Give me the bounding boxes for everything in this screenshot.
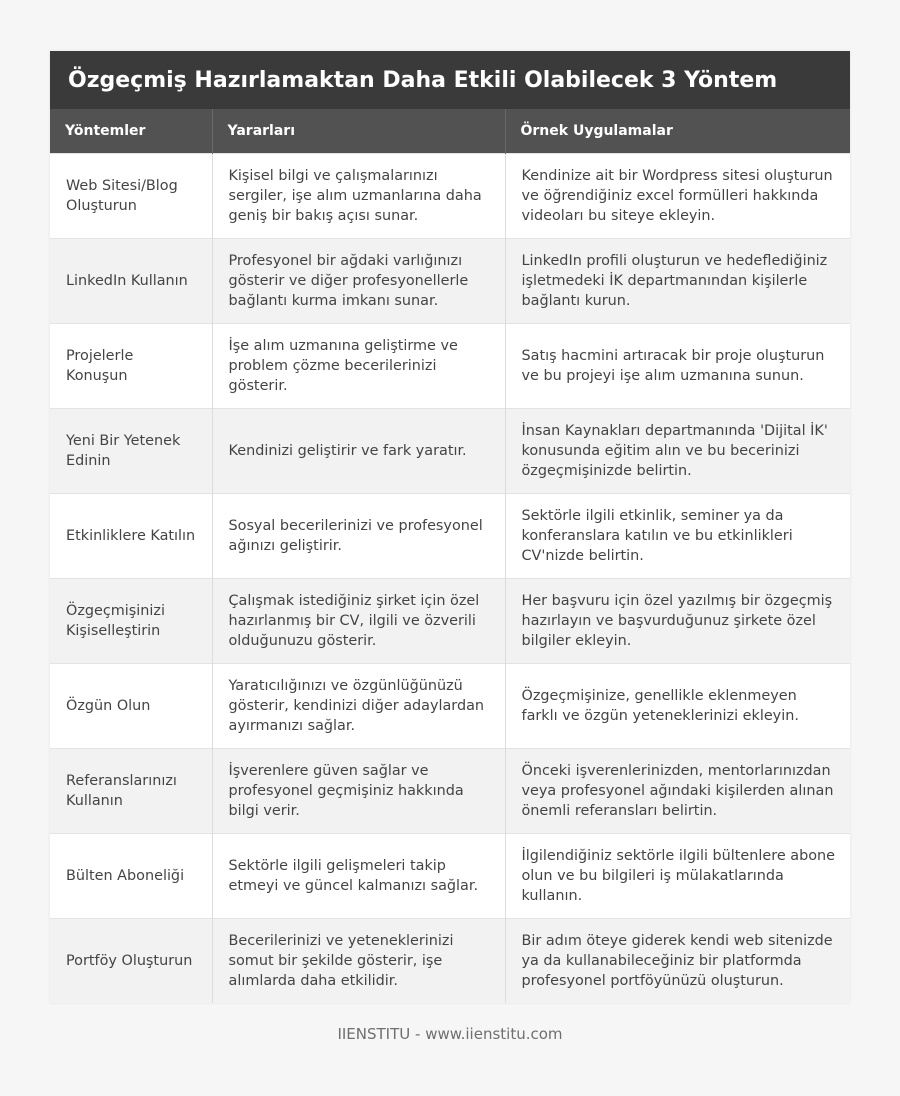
column-header-examples: Örnek Uygulamalar <box>505 109 850 153</box>
example-cell: Her başvuru için özel yazılmış bir özgeçmiş hazırlayın ve başvurduğunuz şirkete özel bilgiler ekleyin. <box>505 578 850 663</box>
table-row <box>50 493 850 578</box>
benefit-cell: Sosyal becerilerinizi ve profesyonel ağınızı geliştirir. <box>212 493 505 578</box>
benefit-cell: Kendinizi geliştirir ve fark yaratır. <box>212 408 505 493</box>
table-row <box>50 153 850 238</box>
benefit-cell: Becerilerinizi ve yeteneklerinizi somut bir şekilde gösterir, işe alımlarda daha etkilidir. <box>212 918 505 1003</box>
table-row <box>50 748 850 833</box>
table-row <box>50 663 850 748</box>
method-cell: Referanslarınızı Kullanın <box>50 748 212 833</box>
example-cell: Sektörle ilgili etkinlik, seminer ya da konferanslara katılın ve bu etkinlikleri CV'nizde belirtin. <box>505 493 850 578</box>
table-row <box>50 408 850 493</box>
example-cell: Satış hacmini artıracak bir proje oluşturun ve bu projeyi işe alım uzmanına sunun. <box>505 323 850 408</box>
table-row <box>50 578 850 663</box>
method-cell: Projelerle Konuşun <box>50 323 212 408</box>
example-cell: Özgeçmişinize, genellikle eklenmeyen farklı ve özgün yeteneklerinizi ekleyin. <box>505 663 850 748</box>
method-cell: Portföy Oluşturun <box>50 918 212 1003</box>
method-cell: Etkinliklere Katılın <box>50 493 212 578</box>
benefit-cell: Kişisel bilgi ve çalışmalarınızı sergiler, işe alım uzmanlarına daha geniş bir bakış açısı sunar. <box>212 153 505 238</box>
benefit-cell: İşe alım uzmanına geliştirme ve problem çözme becerilerinizi gösterir. <box>212 323 505 408</box>
table-title: Özgeçmiş Hazırlamaktan Daha Etkili Olabilecek 3 Yöntem <box>50 51 850 109</box>
method-cell: Web Sitesi/Blog Oluşturun <box>50 153 212 238</box>
methods-table-card <box>50 51 850 1003</box>
table-row <box>50 323 850 408</box>
method-cell: LinkedIn Kullanın <box>50 238 212 323</box>
table-row <box>50 918 850 1003</box>
footer-credit: IIENSTITU - www.iienstitu.com <box>337 1025 563 1043</box>
method-cell: Yeni Bir Yetenek Edinin <box>50 408 212 493</box>
benefit-cell: İşverenlere güven sağlar ve profesyonel geçmişiniz hakkında bilgi verir. <box>212 748 505 833</box>
column-header-methods: Yöntemler <box>65 122 146 139</box>
benefit-cell: Yaratıcılığınızı ve özgünlüğünüzü gösterir, kendinizi diğer adaylardan ayırmanızı sağlar. <box>212 663 505 748</box>
methods-table <box>50 109 850 1003</box>
example-cell: LinkedIn profili oluşturun ve hedeflediğiniz işletmedeki İK departmanından kişilerle bağlantı kurun. <box>505 238 850 323</box>
example-cell: İlgilendiğiniz sektörle ilgili bültenlere abone olun ve bu bilgileri iş mülakatlarında kullanın. <box>505 833 850 918</box>
example-cell: Önceki işverenlerinizden, mentorlarınızdan veya profesyonel ağındaki kişilerden alınan önemli referansları belirtin. <box>505 748 850 833</box>
table-row <box>50 833 850 918</box>
method-cell: Bülten Aboneliği <box>50 833 212 918</box>
column-header-benefits: Yararları <box>212 109 505 153</box>
benefit-cell: Çalışmak istediğiniz şirket için özel hazırlanmış bir CV, ilgili ve özverili olduğunuzu gösterir. <box>212 578 505 663</box>
table-row <box>50 238 850 323</box>
benefit-cell: Sektörle ilgili gelişmeleri takip etmeyi ve güncel kalmanızı sağlar. <box>212 833 505 918</box>
table-header-row <box>50 109 850 153</box>
method-cell: Özgeçmişinizi Kişiselleştirin <box>50 578 212 663</box>
example-cell: İnsan Kaynakları departmanında 'Dijital İK' konusunda eğitim alın ve bu becerinizi özgeçmişinizde belirtin. <box>505 408 850 493</box>
example-cell: Bir adım öteye giderek kendi web sitenizde ya da kullanabileceğiniz bir platformda profesyonel portföyünüzü oluşturun. <box>505 918 850 1003</box>
benefit-cell: Profesyonel bir ağdaki varlığınızı gösterir ve diğer profesyonellerle bağlantı kurma imkanı sunar. <box>212 238 505 323</box>
example-cell: Kendinize ait bir Wordpress sitesi oluşturun ve öğrendiğiniz excel formülleri hakkında videoları bu siteye ekleyin. <box>505 153 850 238</box>
method-cell: Özgün Olun <box>50 663 212 748</box>
